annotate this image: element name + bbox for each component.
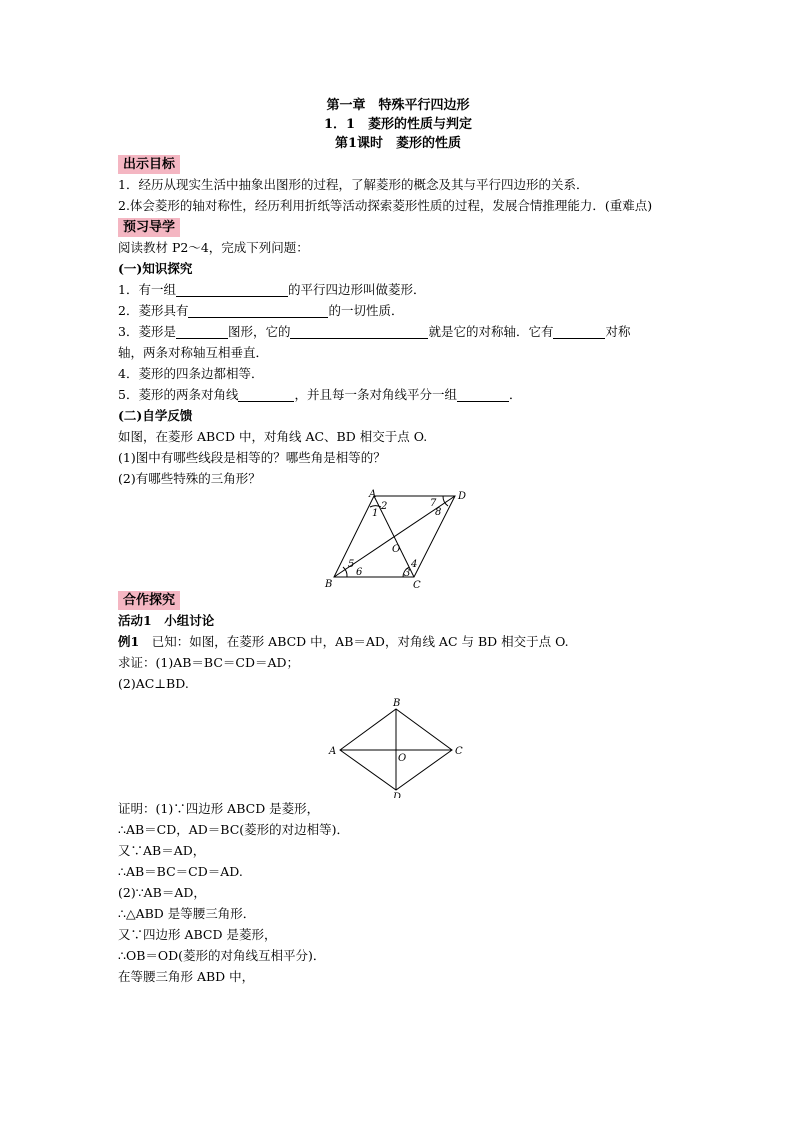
proof-line: 又∵四边形 ABCD 是菱形， (118, 927, 277, 942)
answer-blank[interactable] (457, 387, 509, 402)
coop-badge: 合作探究 (118, 591, 180, 610)
question-3: 3．菱形是 图形，它的 就是它的对称轴．它有 对称 (118, 324, 631, 339)
vertex-label-d: D (393, 792, 402, 798)
proof-line: (2)∵AB＝AD， (118, 885, 206, 900)
vertex-label-a: A (329, 746, 337, 757)
rhombus-figure-1 (118, 489, 678, 589)
vertex-label-a: A (369, 489, 377, 500)
proof-line: 在等腰三角形 ABD 中， (118, 969, 255, 984)
center-label-o: O (392, 544, 401, 555)
rhombus-diagram-angles (118, 489, 678, 589)
angle-label: 1 (372, 508, 379, 519)
answer-blank[interactable] (176, 324, 228, 339)
proof-line: 证明：(1)∵四边形 ABCD 是菱形， (118, 801, 320, 816)
objective-item: 2.体会菱形的轴对称性，经历利用折纸等活动探索菱形性质的过程，发展合情推理能力．(重难点) (118, 198, 653, 213)
question-5: 5．菱形的两条对角线 ，并且每一条对角线平分一组 ． (118, 387, 522, 402)
answer-blank[interactable] (553, 324, 605, 339)
knowledge-heading: (一)知识探究 (118, 261, 193, 276)
angle-label: 7 (430, 498, 437, 509)
angle-label: 8 (435, 507, 442, 518)
proof-line: 又∵AB＝AD， (118, 843, 206, 858)
answer-blank[interactable] (238, 387, 294, 402)
angle-label: 3 (404, 568, 411, 579)
answer-blank[interactable] (176, 282, 288, 297)
vertex-label-c: C (455, 746, 463, 757)
prove-2: (2)AC⊥BD. (118, 676, 189, 691)
vertex-label-c: C (413, 580, 421, 589)
question-4: 4．菱形的四条边都相等． (118, 366, 264, 381)
vertex-label-d: D (458, 491, 467, 502)
activity-title: 活动1 小组讨论 (118, 613, 215, 628)
example-1: 例1 已知：如图，在菱形 ABCD 中，AB＝AD，对角线 AC 与 BD 相交于点 O. (118, 634, 569, 649)
vertex-label-b: B (325, 579, 333, 589)
question-1: 1．有一组 的平行四边形叫做菱形． (118, 282, 426, 297)
rhombus-diagram-diagonals (118, 694, 678, 798)
angle-label: 6 (356, 567, 363, 578)
feedback-question-1: (1)图中有哪些线段是相等的？哪些角是相等的？ (118, 450, 386, 465)
angle-label: 2 (381, 501, 388, 512)
center-label-o: O (398, 753, 407, 764)
lesson-title: 第1课时 菱形的性质 (334, 136, 462, 151)
question-3-cont: 轴，两条对称轴互相垂直． (118, 345, 269, 360)
answer-blank[interactable] (188, 303, 328, 318)
feedback-intro: 如图，在菱形 ABCD 中，对角线 AC、BD 相交于点 O. (118, 429, 428, 444)
preview-intro: 阅读教材 P2～4，完成下列问题： (118, 240, 309, 255)
feedback-heading: (二)自学反馈 (118, 408, 193, 423)
proof-line: ∴AB＝CD，AD＝BC(菱形的对边相等)． (118, 822, 350, 837)
feedback-question-2: (2)有哪些特殊的三角形？ (118, 471, 261, 486)
proof-line: ∴AB＝BC＝CD＝AD. (118, 864, 243, 879)
objectives-badge: 出示目标 (118, 155, 180, 174)
angle-label: 5 (348, 559, 355, 570)
proof-line: ∴OB＝OD(菱形的对角线互相平分)． (118, 948, 326, 963)
chapter-title: 第一章 特殊平行四边形 (326, 98, 470, 113)
rhombus-figure-2 (118, 694, 678, 798)
proof-line: ∴△ABD 是等腰三角形． (118, 906, 256, 921)
vertex-label-b: B (393, 698, 401, 709)
worksheet-page (118, 96, 678, 987)
section-title: 1．1 菱形的性质与判定 (323, 117, 473, 132)
angle-label: 4 (411, 559, 418, 570)
preview-badge: 预习导学 (118, 218, 180, 237)
prove-1: 求证：(1)AB＝BC＝CD＝AD； (118, 655, 300, 670)
answer-blank[interactable] (290, 324, 428, 339)
question-2: 2．菱形具有 的一切性质． (118, 303, 404, 318)
objective-item: 1．经历从现实生活中抽象出图形的过程，了解菱形的概念及其与平行四边形的关系． (118, 177, 589, 192)
angle-arc (370, 506, 381, 507)
